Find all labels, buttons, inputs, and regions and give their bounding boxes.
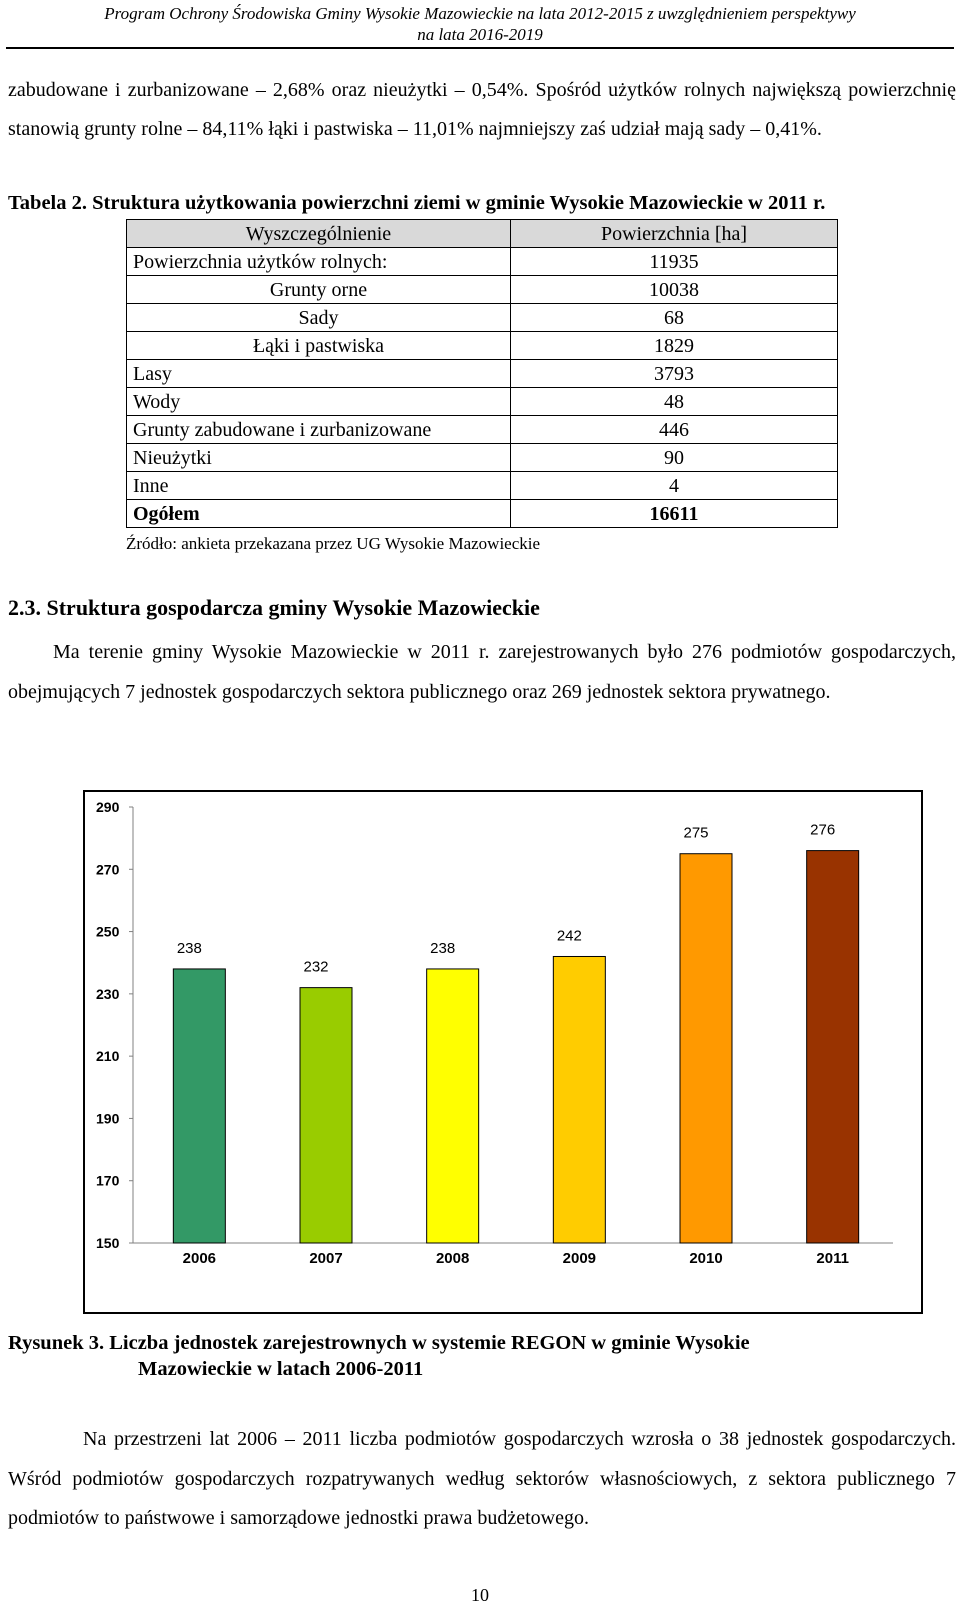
row-value: 90 xyxy=(511,444,838,472)
y-tick-label: 270 xyxy=(96,861,120,878)
table-row xyxy=(127,416,838,444)
section-title: 2.3. Struktura gospodarcza gminy Wysokie Mazowieckie xyxy=(8,595,540,620)
regon-chart xyxy=(83,790,923,1314)
table-total-row xyxy=(127,500,838,528)
x-tick-label: 2011 xyxy=(816,1250,849,1267)
figure-caption-line-1: Rysunek 3. Liczba jednostek zarejestrownych w systemie REGON w gminie Wysokie xyxy=(8,1332,750,1354)
row-value: 48 xyxy=(511,388,838,416)
data-label: 275 xyxy=(683,824,709,842)
table-row xyxy=(127,248,838,276)
row-label: Lasy xyxy=(127,360,511,388)
row-value: 3793 xyxy=(511,360,838,388)
chart-svg xyxy=(83,790,923,1314)
bar-2009 xyxy=(553,956,605,1243)
bar-2006 xyxy=(173,969,225,1243)
table-caption: Tabela 2. Struktura użytkowania powierzchni ziemi w gminie Wysokie Mazowieckie w 2011 r. xyxy=(8,192,826,214)
row-value: 11935 xyxy=(511,248,838,276)
table-row xyxy=(127,304,838,332)
y-tick-label: 290 xyxy=(96,799,120,815)
x-tick-label: 2008 xyxy=(435,1250,470,1267)
row-label: Wody xyxy=(127,388,511,416)
bar-2007 xyxy=(300,988,352,1243)
row-value: 4 xyxy=(511,472,838,500)
table-row xyxy=(127,388,838,416)
row-label: Grunty zabudowane i zurbanizowane xyxy=(127,416,511,444)
row-label: Powierzchnia użytków rolnych: xyxy=(127,248,511,276)
y-tick-label: 170 xyxy=(96,1172,120,1189)
figure-caption xyxy=(8,1330,750,1382)
x-tick-label: 2006 xyxy=(182,1250,217,1267)
data-label: 238 xyxy=(430,939,456,957)
row-value: 1829 xyxy=(511,332,838,360)
row-value: 446 xyxy=(511,416,838,444)
bar-2010 xyxy=(680,854,732,1243)
row-label: Ogółem xyxy=(127,500,511,528)
x-tick-label: 2010 xyxy=(689,1250,723,1267)
table-header-row xyxy=(127,220,838,248)
row-value: 16611 xyxy=(511,500,838,528)
y-tick-label: 230 xyxy=(96,985,120,1002)
row-label: Sady xyxy=(127,304,511,332)
closing-paragraph: Na przestrzeni lat 2006 – 2011 liczba podmiotów gospodarczych wzrosła o 38 jednostek gospodarczych. Wśród podmiotów gospodarczych rozpatrywanych według sektorów własnościowych, z sektora publicznego 7 podmiotów to państwowe i samorządowe jednostki prawa budżetowego. xyxy=(8,1428,956,1529)
header-line-1: Program Ochrony Środowiska Gminy Wysokie Mazowieckie na lata 2012-2015 z uwzględnieniem perspektywy xyxy=(104,4,856,23)
table-header-cell: Powierzchnia [ha] xyxy=(511,220,838,248)
table-row xyxy=(127,276,838,304)
x-tick-label: 2009 xyxy=(562,1250,597,1267)
intro-paragraph: zabudowane i zurbanizowane – 2,68% oraz nieużytki – 0,54%. Spośród użytków rolnych największą powierzchnię stanowią grunty rolne – 84,11% łąki i pastwiska – 11,01% najmniejszy zaś udział mają sady – 0,41%. xyxy=(8,79,956,140)
row-value: 68 xyxy=(511,304,838,332)
row-value: 10038 xyxy=(511,276,838,304)
table-row xyxy=(127,444,838,472)
row-label: Łąki i pastwiska xyxy=(127,332,511,360)
data-label: 238 xyxy=(176,939,202,957)
row-label: Grunty orne xyxy=(127,276,511,304)
row-label: Nieużytki xyxy=(127,444,511,472)
data-label: 242 xyxy=(556,927,582,945)
x-tick-label: 2007 xyxy=(309,1250,343,1267)
page-header xyxy=(0,0,960,48)
data-label: 276 xyxy=(810,821,836,839)
section-paragraph: Ma terenie gminy Wysokie Mazowieckie w 2011 r. zarejestrowanych było 276 podmiotów gospodarczych, obejmujących 7 jednostek gospodarczych sektora publicznego oraz 269 jednostek sektora prywatnego. xyxy=(8,641,956,703)
y-tick-label: 190 xyxy=(96,1110,120,1127)
bar-2011 xyxy=(807,851,859,1243)
page-number: 10 xyxy=(471,1585,489,1605)
y-tick-label: 210 xyxy=(96,1048,120,1065)
header-divider xyxy=(6,47,954,49)
land-use-table xyxy=(126,219,838,528)
y-tick-label: 250 xyxy=(96,923,120,940)
table-row xyxy=(127,472,838,500)
y-tick-label: 150 xyxy=(96,1235,120,1251)
table-header-cell: Wyszczególnienie xyxy=(127,220,511,248)
bar-2008 xyxy=(427,969,479,1243)
row-label: Inne xyxy=(127,472,511,500)
data-label: 232 xyxy=(303,958,329,976)
table-source: Źródło: ankieta przekazana przez UG Wysokie Mazowieckie xyxy=(126,534,541,553)
figure-caption-line-2: Mazowieckie w latach 2006-2011 xyxy=(138,1358,424,1380)
table-row xyxy=(127,360,838,388)
table-row xyxy=(127,332,838,360)
header-line-2: na lata 2016-2019 xyxy=(417,25,543,44)
